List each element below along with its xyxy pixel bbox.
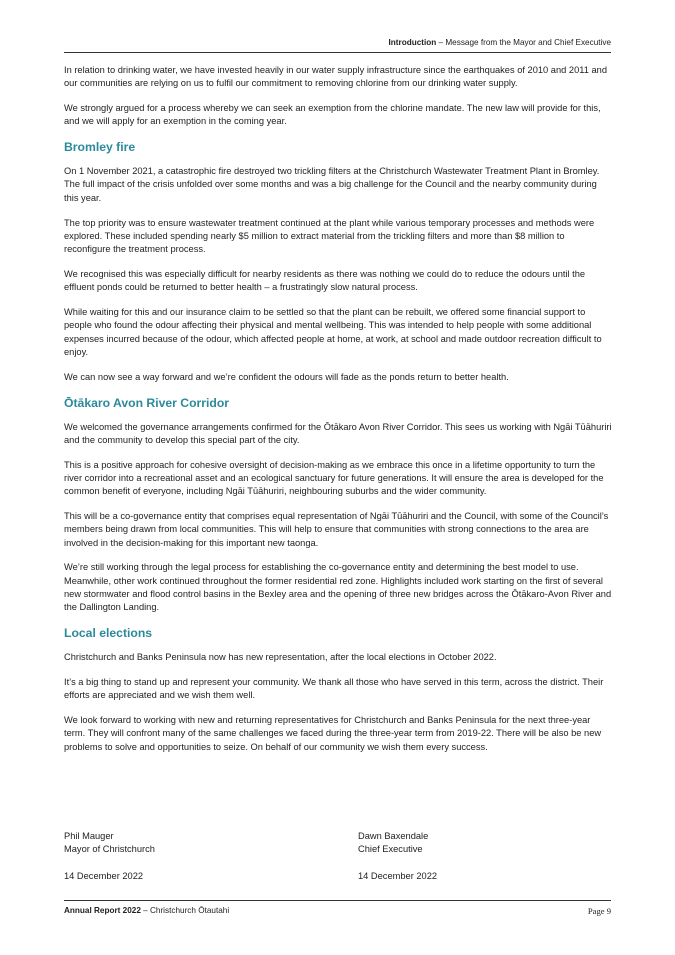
footer-report-title: Annual Report 2022: [64, 906, 141, 915]
paragraph: In relation to drinking water, we have invested heavily in our water supply infrastructure since the earthquakes of 2010 and 2011 and our communities are relying on us to fulfil our commitment to removing chlorine from our drinking water supply.: [64, 65, 607, 89]
paragraph: On 1 November 2021, a catastrophic fire destroyed two trickling filters at the Christchurch Wastewater Treatment Plant in Bromley. The full impact of the crisis unfolded over some months and was a big challenge for the Council and the nearby community during this year.: [64, 166, 600, 203]
section-heading-river-corridor: Ōtākaro Avon River Corridor: [64, 395, 230, 410]
signature-date: 14 December 2022: [64, 871, 144, 882]
page-header: [64, 38, 611, 53]
paragraph: It’s a big thing to stand up and represent your community. We thank all those who have served in this term, across the district. Their efforts are appreciated and we wish them well.: [64, 676, 604, 701]
signatory-name: Dawn Baxendale: [358, 831, 429, 841]
paragraph: We can now see a way forward and we’re confident the odours will fade as the ponds return to better health.: [64, 371, 509, 382]
paragraph: This will be a co-governance entity that comprises equal representation of Ngāi Tūāhuriri and the Council, with some of the Council’s members being drawn from local communities. This will help to ensure that communities with strong connections to the area are involved in the decision-making for this important new taonga.: [64, 511, 609, 548]
signatory-title: Chief Executive: [358, 844, 423, 855]
signature-date: 14 December 2022: [358, 871, 438, 882]
section-heading-local-elections: Local elections: [64, 626, 153, 641]
page-number: Page 9: [587, 906, 611, 916]
paragraph: We recognised this was especially difficult for nearby residents as there was nothing we could do to reduce the odours until the effluent ponds could be returned to better health – a frustratingly slow natural process.: [64, 268, 586, 293]
paragraph: The top priority was to ensure wastewater treatment continued at the plant while various temporary processes and methods were explored. These included spending nearly $5 million to extract material from the trickling filters and more than $8 million to reconfigure the treatment process.: [64, 217, 595, 255]
paragraph: Christchurch and Banks Peninsula now has new representation, after the local elections in October 2022.: [64, 652, 497, 663]
paragraph: We’re still working through the legal process for establishing the co-governance entity and determining the best model to use. Meanwhile, other work continued throughout the former residential red zone. Highlights included work starting on the first of several new stormwater and flood control basins in the Bexley area and the opening of three new bridges across the Ōtākaro-Avon River and the Dallington Landing.: [64, 562, 612, 613]
signatory-title: Mayor of Christchurch: [64, 844, 155, 855]
footer-place: – Christchurch Ōtautahi: [140, 906, 230, 915]
signatory-name: Phil Mauger: [64, 831, 114, 841]
paragraph: We look forward to working with new and returning representatives for Christchurch and Banks Peninsula for the next three-year term. They will confront many of the same challenges we faced during the three-year term from 2019-22. There will be also be new problems to solve and opportunities to seize. On behalf of our community we wish them every success.: [64, 715, 602, 752]
header-section: Introduction: [388, 38, 437, 47]
page-body: [64, 64, 612, 765]
paragraph: While waiting for this and our insurance claim to be settled so that the plant can be rebuilt, we offered some financial support to people who found the odour affecting their physical and mental wellbeing. This was intended to help people with some additional expenses incurred because of the odour, which affected people at home, at work, at school and made outdoor recreation difficult to enjoy.: [64, 307, 602, 357]
signatory-mayor: [64, 830, 155, 884]
paragraph: We strongly argued for a process whereby we can seek an exemption from the chlorine mandate. The new law will provide for this, and we will apply for an exemption in the coming year.: [64, 103, 601, 127]
paragraph: We welcomed the governance arrangements confirmed for the Ōtākaro Avon River Corridor. This sees us working with Ngāi Tūāhuriri and the community to develop this special part of the city.: [64, 421, 612, 445]
section-heading-bromley-fire: Bromley fire: [64, 140, 136, 155]
paragraph: This is a positive approach for cohesive oversight of decision-making as we embrace this once in a lifetime opportunity to turn the river corridor into a recreational asset and an ecological sanctuary for future generations. It will ensure the area is developed for the common benefit of everyone, including Ngāi Tūāhuriri, neighbouring suburbs and the wider community.: [64, 459, 604, 497]
page-footer: [64, 900, 611, 915]
signatory-chief-executive: [358, 830, 437, 884]
header-subtitle: – Message from the Mayor and Chief Executive: [436, 38, 611, 47]
